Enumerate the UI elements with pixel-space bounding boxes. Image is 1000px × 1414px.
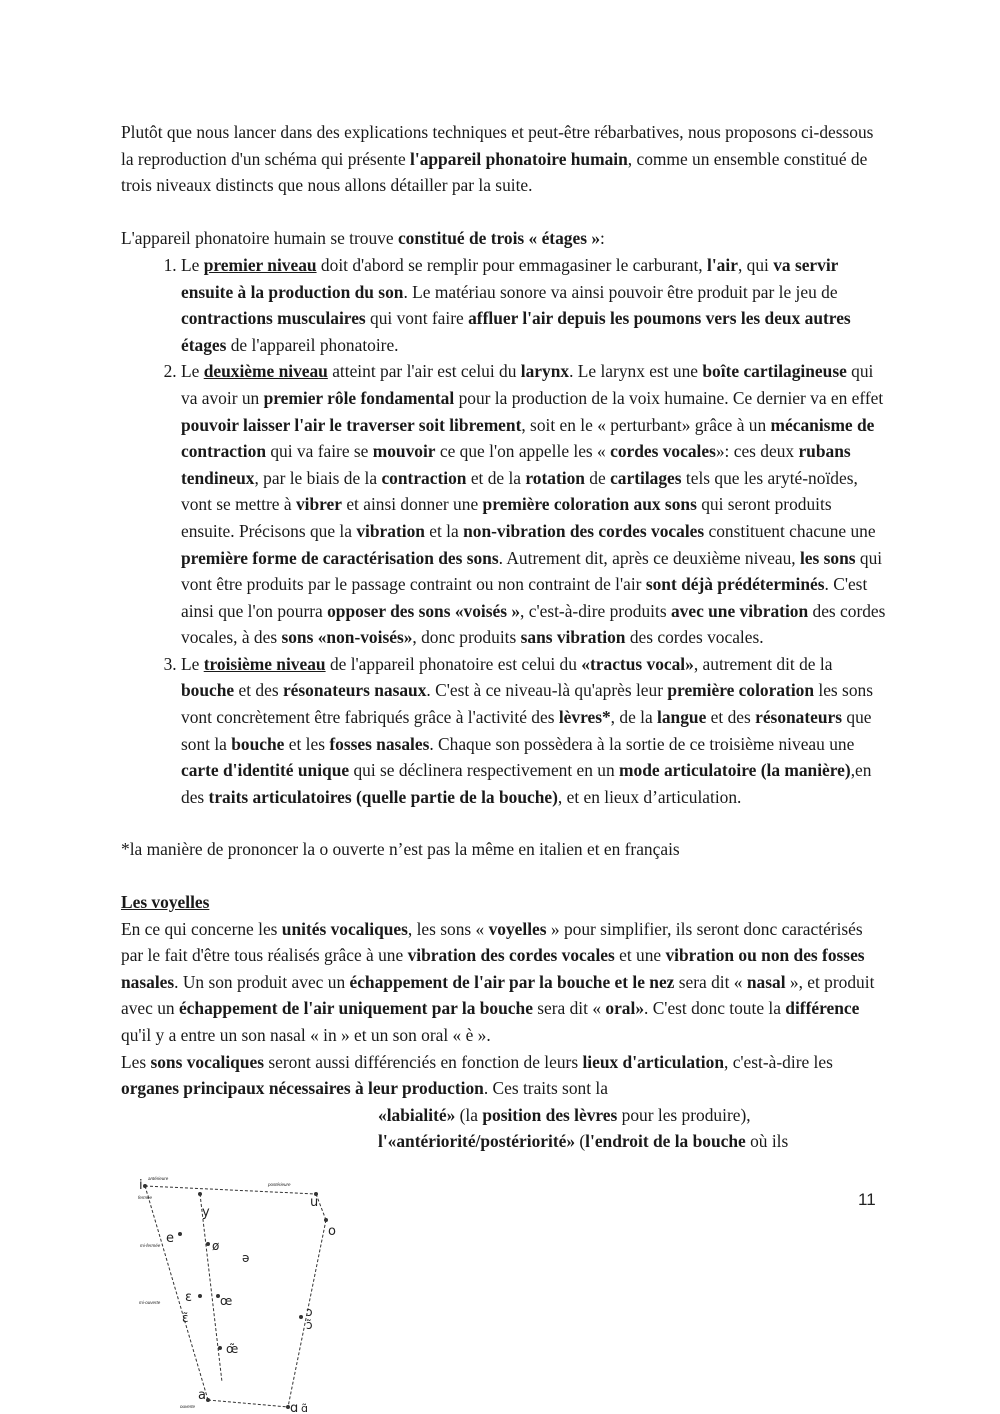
bold-phrase: deuxième niveau <box>203 361 328 382</box>
vowel-open-o-nasal: ɔ̃ <box>306 1318 313 1332</box>
text-run: Le <box>181 254 204 275</box>
bold-phrase: mécanisme de contraction <box>181 414 875 462</box>
text-run: : <box>600 228 605 249</box>
bold-phrase: cartilages <box>610 467 682 488</box>
text-run: des cordes vocales, à des <box>181 600 886 648</box>
text-run: . Chaque son possèdera à la sortie de ce troisième niveau une <box>429 733 855 754</box>
trait-anteriorite <box>121 1128 886 1155</box>
page-content <box>121 119 886 1155</box>
text-run: (la <box>455 1104 483 1125</box>
text-run: Plutôt que nous lancer dans des explications techniques et peut-être rébarbatives, nous proposons ci-dessous la reproduction d'un schéma qui présente <box>121 122 874 169</box>
level-item-3 <box>181 651 886 811</box>
bold-phrase: «tractus vocal» <box>581 653 694 674</box>
bold-phrase: fosses nasales <box>329 733 430 754</box>
vowel-point-oe-nasal <box>218 1346 222 1350</box>
footnote: *la manière de prononcer la o ouverte n’est pas la même en italien et en français <box>121 839 680 860</box>
text-run: et des <box>706 707 756 728</box>
vowel-point-o <box>324 1218 328 1222</box>
text-run: de <box>584 467 611 488</box>
text-run: sera dit « <box>674 971 747 992</box>
text-run: qui va faire se <box>266 441 373 462</box>
vowel-trapezoid-svg <box>138 1172 348 1414</box>
intro-paragraph-2 <box>121 225 886 252</box>
bold-phrase: lieux d'articulation <box>582 1051 724 1072</box>
bold-phrase: vibration ou non des fosses nasales <box>121 945 865 992</box>
bold-phrase: traits articulatoires (quelle partie de la bouche) <box>208 786 558 807</box>
text-run: , soit en le « perturbant» grâce à un <box>521 414 771 435</box>
vowel-o-slash: ø <box>212 1239 220 1253</box>
text-run: qui seront produits ensuite. Précisons que la <box>181 494 832 541</box>
bold-phrase: affluer l'air depuis les poumons vers les deux autres étages <box>181 308 851 355</box>
text-run: pour les produire), <box>617 1104 751 1125</box>
text-run: , c'est-à-dire produits <box>520 600 671 621</box>
text-run: de l'appareil phonatoire est celui du <box>325 653 582 674</box>
vowel-i: i <box>139 1178 143 1193</box>
bold-phrase: les sons <box>799 547 856 568</box>
vowel-y: y <box>202 1205 210 1220</box>
bold-phrase: contractions musculaires <box>181 308 366 329</box>
row-label-fermee: fermée <box>138 1195 153 1200</box>
vowel-schwa: ə <box>242 1251 250 1265</box>
vowel-point-epsilon <box>198 1294 202 1298</box>
row-label-ouverte: ouverte <box>180 1404 196 1409</box>
bold-phrase: boîte cartilagineuse <box>702 361 847 382</box>
text-run: . Autrement dit, après ce deuxième niveau, <box>498 547 800 568</box>
bold-phrase: constitué de trois « étages » <box>397 228 601 249</box>
bold-phrase: l'endroit de la bouche <box>585 1131 746 1152</box>
bold-phrase: lèvres* <box>558 707 611 728</box>
vowel-trapezoid-diagram <box>138 1172 348 1414</box>
vowel-point-i <box>143 1184 147 1188</box>
bold-phrase: sons vocaliques <box>150 1051 265 1072</box>
vowel-point-y <box>198 1192 202 1196</box>
bold-phrase: vibrer <box>295 494 342 515</box>
bold-phrase: première forme de caractérisation des sons <box>181 547 499 568</box>
bold-phrase: oral» <box>605 998 645 1019</box>
bold-phrase: échappement de l'air par la bouche et le nez <box>349 971 675 992</box>
text-run: . Un son produit avec un <box>174 971 350 992</box>
vowel-point-oe-close <box>206 1242 210 1246</box>
text-run: de l'appareil phonatoire. <box>226 334 399 355</box>
vowel-oe: œ <box>220 1294 233 1308</box>
vowel-o: o <box>328 1224 336 1239</box>
bold-phrase: unités vocaliques <box>281 918 408 939</box>
text-run: qui vont être produits par le passage contraint ou non contraint de l'air <box>181 547 883 595</box>
bold-phrase: langue <box>657 707 707 728</box>
text-run: , autrement dit de la <box>693 653 833 674</box>
text-run: qui va avoir un <box>181 361 874 408</box>
axis-label-anterieure: antérieure <box>148 1176 169 1181</box>
section-heading-voyelles: Les voyelles <box>121 892 210 913</box>
level-item-2 <box>181 358 886 651</box>
bold-phrase: pouvoir laisser l'air le traverser soit librement <box>181 414 522 435</box>
bold-phrase: bouche <box>181 680 235 701</box>
text-run: En ce qui concerne les <box>121 918 282 939</box>
voyelles-paragraph-1 <box>121 916 886 1049</box>
bold-phrase: avec une vibration <box>670 600 809 621</box>
vowel-oe-nasal: œ̃ <box>226 1342 239 1356</box>
vowel-u: u <box>310 1195 319 1210</box>
bold-phrase: l'«antériorité/postériorité» <box>378 1131 576 1152</box>
text-run: et des <box>234 680 283 701</box>
bold-phrase: mouvoir <box>372 441 436 462</box>
bold-phrase: sont déjà prédéterminés <box>645 574 825 595</box>
bold-phrase: l'appareil phonatoire humain <box>410 148 628 169</box>
text-run: seront aussi différenciés en fonction de leurs <box>264 1051 583 1072</box>
vowel-epsilon: ɛ <box>185 1290 193 1305</box>
text-run: sera dit « <box>532 998 606 1019</box>
bold-phrase: va servir ensuite à la production du son <box>181 254 839 302</box>
voyelles-paragraph-2 <box>121 1049 886 1102</box>
trait-labialite <box>121 1102 886 1129</box>
vowel-open-o: ɔ <box>306 1305 313 1319</box>
bold-phrase: non-vibration des cordes vocales <box>463 520 705 541</box>
intro-paragraph <box>121 119 886 199</box>
level-item-1 <box>181 252 886 358</box>
text-run: . Le matériau sonore va ainsi pouvoir être produit par le jeu de <box>403 281 838 302</box>
text-run: . C'est à ce niveau-là qu'après leur <box>426 680 668 701</box>
text-run: doit d'abord se remplir pour emmagasiner le carburant, <box>316 254 708 275</box>
bold-phrase: opposer des sons «voisés » <box>327 600 521 621</box>
bold-phrase: contraction <box>381 467 467 488</box>
bold-phrase: bouche <box>231 733 285 754</box>
text-run: Le <box>181 361 204 382</box>
text-run: constituent chacune une <box>704 520 876 541</box>
levels-list <box>121 252 886 810</box>
bold-phrase: larynx <box>520 361 570 382</box>
bold-phrase: l'air <box>707 254 738 275</box>
text-run: des cordes vocales. <box>625 627 764 648</box>
text-run: et ainsi donner une <box>341 494 483 515</box>
text-run: atteint par l'air est celui du <box>327 361 521 382</box>
bold-phrase: vibration <box>356 520 425 541</box>
bold-phrase: première coloration aux sons <box>482 494 697 515</box>
text-run: , les sons « <box>407 918 489 939</box>
text-run: et les <box>284 733 330 754</box>
axis-label-posterieure: postérieure <box>268 1182 291 1187</box>
text-run: , et en lieux d’articulation. <box>557 786 742 807</box>
bold-phrase: cordes vocales <box>610 441 716 462</box>
bold-phrase: voyelles <box>488 918 547 939</box>
bold-phrase: mode articulatoire (la manière) <box>619 760 851 781</box>
row-label-mi-ouverte: mi-ouverte <box>139 1300 161 1305</box>
bold-phrase: échappement de l'air uniquement par la bouche <box>178 998 533 1019</box>
text-run: ,en des <box>181 760 872 807</box>
text-run: , qui <box>737 254 774 275</box>
bold-phrase: «labialité» <box>378 1104 456 1125</box>
text-run: , par le biais de la <box>254 467 382 488</box>
vowel-point-open-o <box>299 1315 303 1319</box>
bold-phrase: résonateurs <box>755 707 843 728</box>
text-run: L'appareil phonatoire humain se trouve <box>121 228 398 249</box>
text-run: et la <box>424 520 464 541</box>
text-run: Les <box>121 1051 151 1072</box>
bold-phrase: rotation <box>525 467 585 488</box>
text-run: qui se déclinera respectivement en un <box>349 760 620 781</box>
vowel-alpha-nasal: ɑ̃ <box>301 1402 308 1414</box>
bold-phrase: premier niveau <box>203 254 317 275</box>
text-run: ce que l'on appelle les « <box>435 441 611 462</box>
text-run: , donc produits <box>412 627 521 648</box>
bold-phrase: rubans tendineux <box>181 441 851 488</box>
text-run: Le <box>181 653 204 674</box>
row-label-mi-fermee: mi-fermée <box>140 1243 161 1248</box>
bold-phrase: sans vibration <box>520 627 626 648</box>
text-run: , comme un ensemble constitué de trois niveaux distincts que nous allons détailler par la suite. <box>121 148 868 196</box>
text-run: . C'est donc toute la <box>644 998 786 1019</box>
trapezoid-bottom-edge <box>208 1400 288 1407</box>
text-run: », et produit avec un <box>121 971 875 1019</box>
text-run: tels que les aryté-noïdes, vont se mettre à <box>181 467 858 515</box>
bold-phrase: position des lèvres <box>482 1104 618 1125</box>
bold-phrase: troisième niveau <box>203 653 326 674</box>
text-run: , de la <box>610 707 658 728</box>
vowel-e: e <box>166 1231 174 1246</box>
text-run: les sons vont concrètement être fabriqués grâce à l'activité des <box>181 680 873 728</box>
text-run: . Ces traits sont la <box>483 1078 608 1099</box>
bold-phrase: organes principaux nécessaires à leur production <box>121 1078 484 1099</box>
text-run: où ils <box>745 1131 789 1152</box>
text-run: et une <box>614 945 666 966</box>
text-run: ( <box>575 1131 586 1152</box>
vowel-a: a <box>198 1388 206 1403</box>
bold-phrase: carte d'identité unique <box>181 760 350 781</box>
text-run: , c'est-à-dire les <box>724 1051 833 1072</box>
vowel-epsilon-nasal: ɛ̃ <box>182 1311 189 1325</box>
text-run: que sont la <box>181 707 872 754</box>
vowel-point-e <box>178 1232 182 1236</box>
text-run: et de la <box>466 467 526 488</box>
bold-phrase: nasal <box>746 971 786 992</box>
bold-phrase: résonateurs nasaux <box>282 680 427 701</box>
text-run: »: ces deux <box>715 441 799 462</box>
bold-phrase: première coloration <box>667 680 815 701</box>
trapezoid-central-line <box>200 1194 222 1382</box>
trapezoid-top-edge <box>145 1186 316 1194</box>
text-run: qui vont faire <box>365 308 469 329</box>
text-run: » pour simplifier, ils seront donc caractérisés par le fait d'être tous réalisés grâce à une <box>121 918 863 966</box>
bold-phrase: différence <box>785 998 860 1019</box>
text-run: . Le larynx est une <box>569 361 703 382</box>
vowel-alpha: ɑ <box>290 1401 299 1414</box>
page-number: 11 <box>858 1190 876 1209</box>
trapezoid-left-edge <box>145 1186 208 1400</box>
text-run: pour la production de la voix humaine. Ce dernier va en effet <box>454 387 884 408</box>
text-run: . C'est ainsi que l'on pourra <box>181 574 868 621</box>
text-run: qu'il y a entre un son nasal « in » et un son oral « è ». <box>121 1025 491 1045</box>
bold-phrase: vibration des cordes vocales <box>407 945 615 966</box>
bold-phrase: sons «non-voisés» <box>281 627 413 648</box>
vowel-point-a <box>206 1398 210 1402</box>
bold-phrase: premier rôle fondamental <box>263 387 455 408</box>
